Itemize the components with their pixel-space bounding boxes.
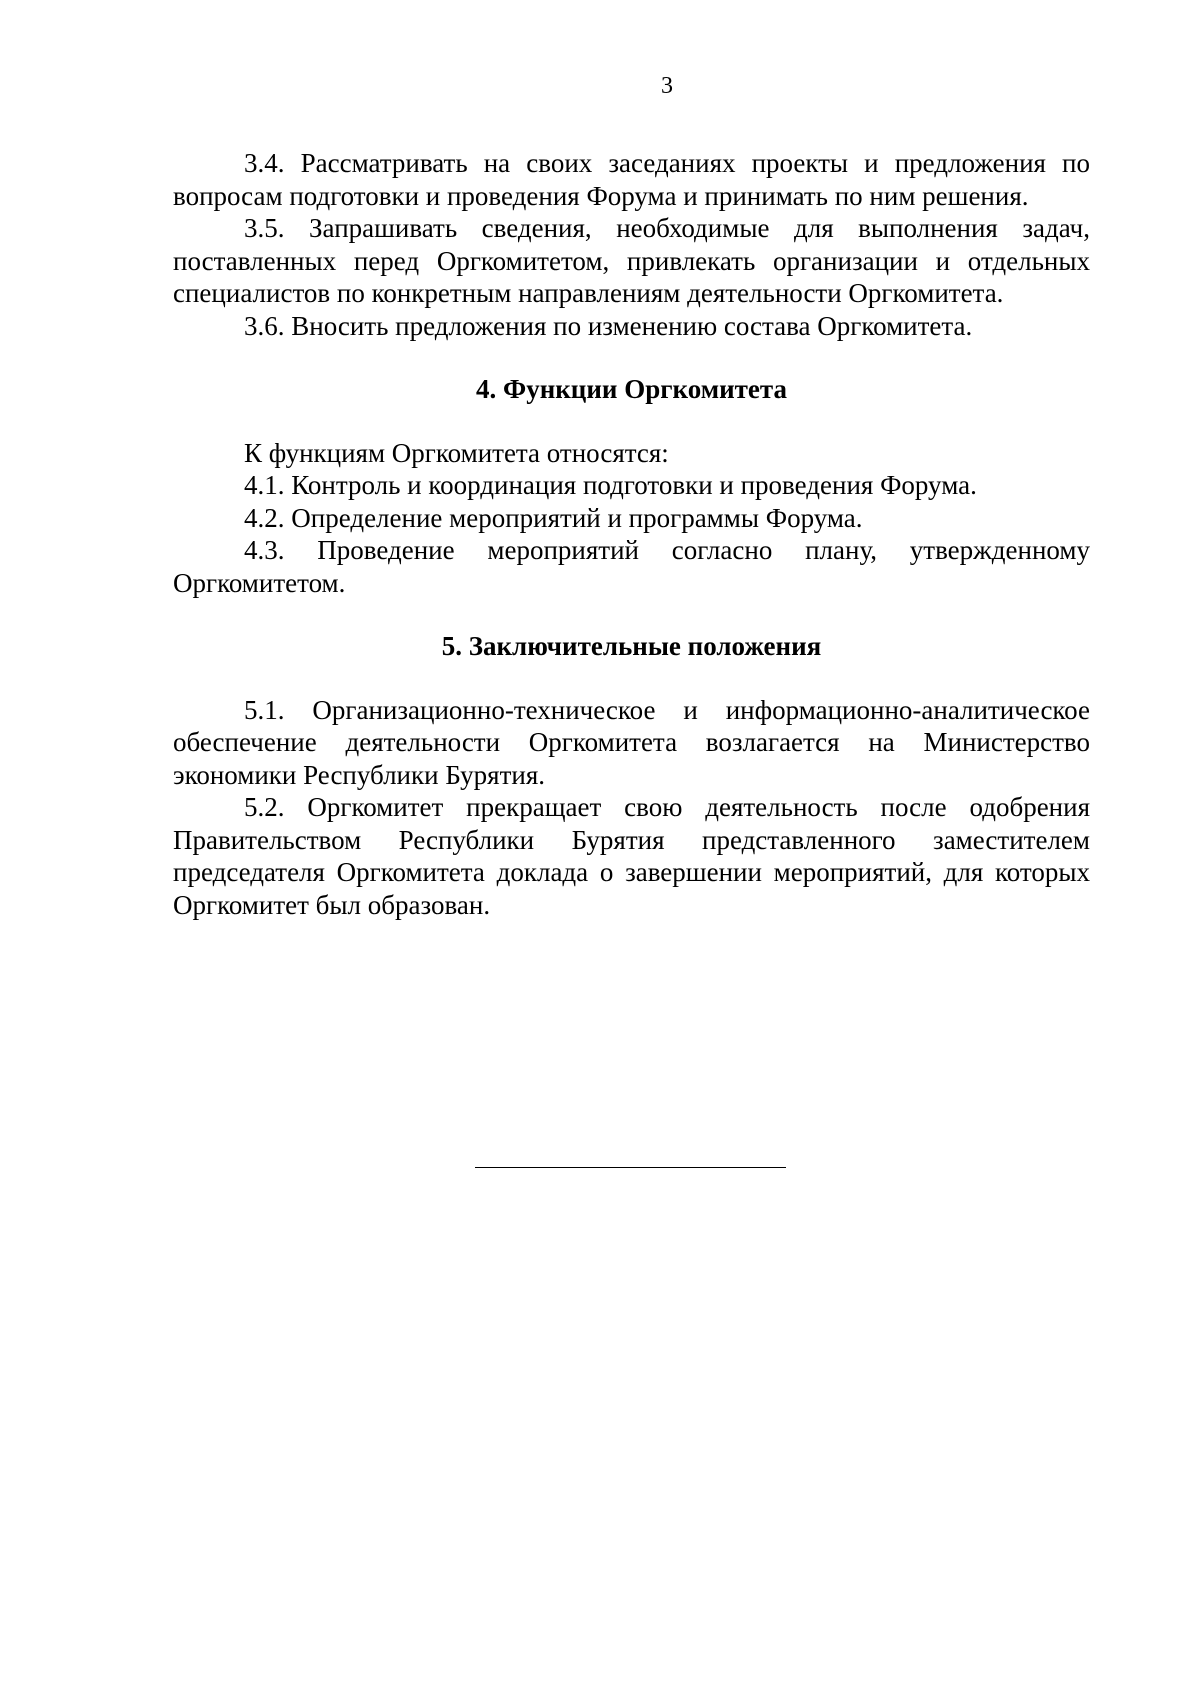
spacer <box>173 406 1090 437</box>
spacer <box>173 599 1090 630</box>
end-of-document-rule <box>475 1167 786 1168</box>
section-4-intro: К функциям Оргкомитета относятся: <box>244 437 669 468</box>
paragraph-3-4: 3.4. Рассматривать на своих заседаниях проекты и предложения по вопросам подготовки и проведения Форума и принимать по ним решения. <box>173 148 1090 211</box>
spacer <box>173 342 1090 373</box>
paragraph-5-2: 5.2. Оргкомитет прекращает свою деятельность после одобрения Правительством Республики Бурятия представленного заместителем председателя Оргкомитета доклада о завершении мероприятий, для которых Оргкомитет был образован. <box>173 792 1090 920</box>
document-body <box>173 147 1090 921</box>
paragraph-3-5: 3.5. Запрашивать сведения, необходимые для выполнения задач, поставленных перед Оргкомитетом, привлекать организации и отдельных специалистов по конкретным направлениям деятельности Оргкомитета. <box>173 213 1090 308</box>
paragraph-4-1: 4.1. Контроль и координация подготовки и проведения Форума. <box>244 470 977 500</box>
section-5-title: 5. Заключительные положения <box>441 631 822 661</box>
paragraph-3-6: 3.6. Вносить предложения по изменению состава Оргкомитета. <box>244 310 973 341</box>
paragraph-4-2: 4.2. Определение мероприятий и программы Форума. <box>244 502 863 533</box>
spacer <box>173 663 1090 694</box>
paragraph-4-3: 4.3. Проведение мероприятий согласно плану, утвержденному Оргкомитетом. <box>173 535 1090 598</box>
page-number: 3 <box>661 73 673 99</box>
paragraph-5-1: 5.1. Организационно-техническое и информационно-аналитическое обеспечение деятельности Оргкомитета возлагается на Министерство экономики Республики Бурятия. <box>173 694 1090 790</box>
section-4-title: 4. Функции Оргкомитета <box>476 374 787 404</box>
